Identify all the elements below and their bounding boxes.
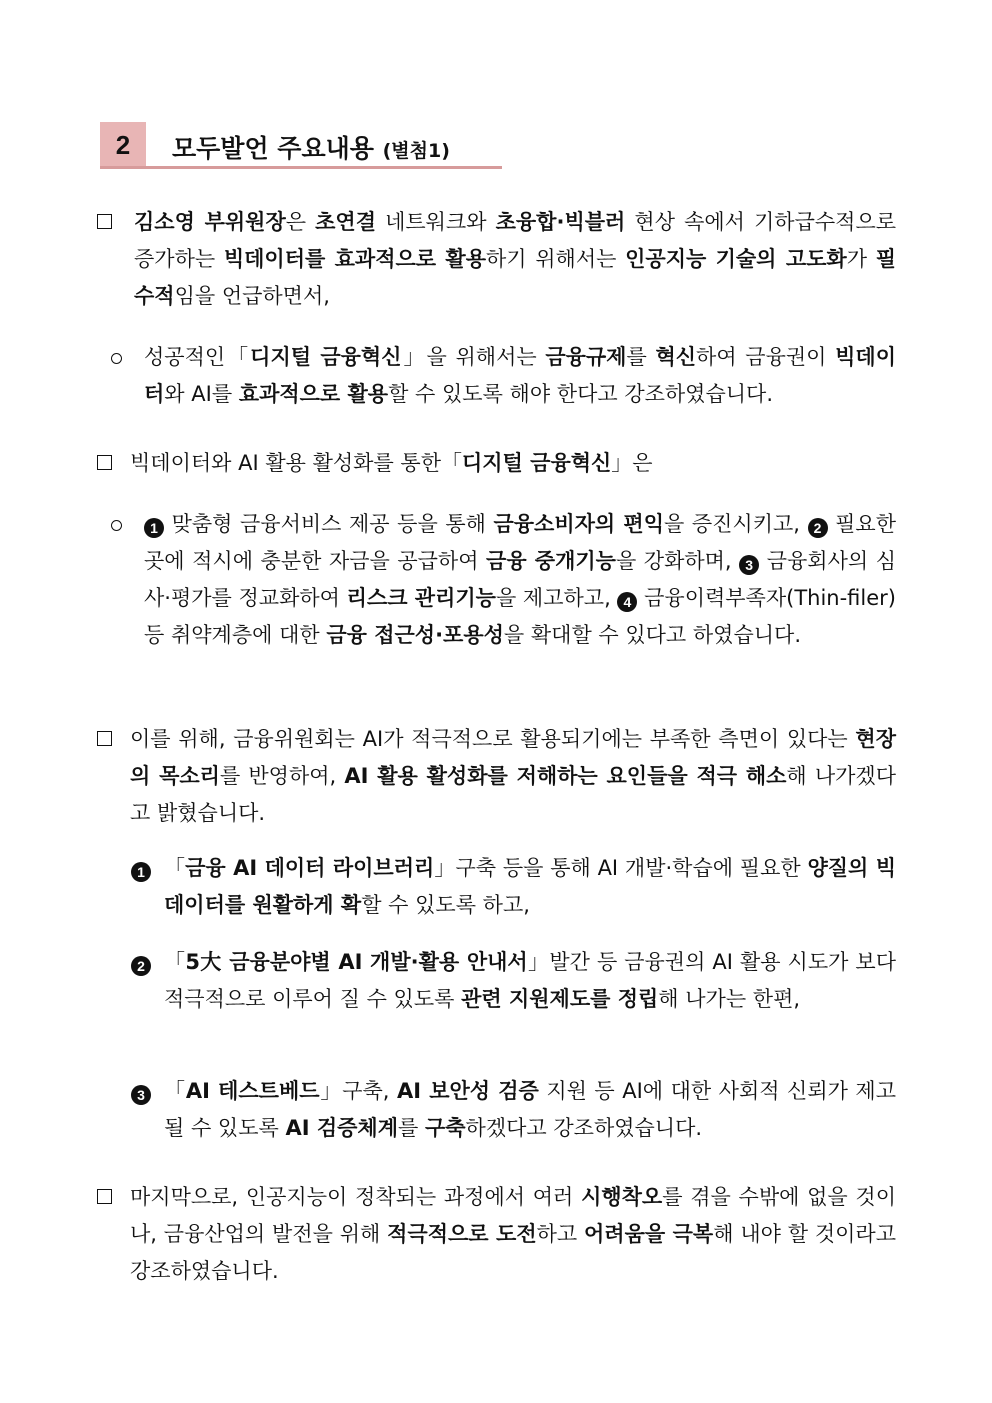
square-bullet-icon [97,721,112,758]
number-1-icon: 1 [131,850,151,887]
section-underline [100,166,502,169]
number-4-icon: 4 [617,592,637,612]
number-3-icon: 3 [739,555,759,575]
section-title-text: 모두발언 주요내용 [172,134,374,163]
section-title [172,129,450,165]
paragraph-2: 빅데이터와 AI 활용 활성화를 통한「디지털 금융혁신」은 [130,451,653,475]
paragraph-2-sub: 1 맞춤형 금융서비스 제공 등을 통해 금융소비자의 편익을 증진시키고, 2 필요한 곳에 적시에 충분한 자금을 공급하여 금융 중개기능을 강화하며, 3 금융회사의 심사·평가를 정교화하여 리스크 관리기능을 제고하고, 4 금융이력부족자(Thin-filer) 등 취약계층에 대한 금융 접근성·포용성을 확대할 수 있다고 하였습니다. [144,512,896,647]
action-item-1: 「금융 AI 데이터 라이브러리」구축 등을 통해 AI 개발·학습에 필요한 양질의 빅데이터를 원활하게 확할 수 있도록 하고, [164,856,896,917]
number-3-icon: 3 [131,1073,151,1110]
paragraph-3: 이를 위해, 금융위원회는 AI가 적극적으로 활용되기에는 부족한 측면이 있다는 현장의 목소리를 반영하여, AI 활용 활성화를 저해하는 요인들을 적극 해소해 나가겠다고 밝혔습니다. [130,727,896,825]
circle-bullet-icon [111,339,122,376]
paragraph-1-sub: 성공적인「디지털 금융혁신」을 위해서는 금융규제를 혁신하여 금융권이 빅데이터와 AI를 효과적으로 활용할 수 있도록 해야 한다고 강조하였습니다. [144,345,896,406]
action-item-3: 「AI 테스트베드」구축, AI 보안성 검증 지원 등 AI에 대한 사회적 신뢰가 제고될 수 있도록 AI 검증체계를 구축하겠다고 강조하였습니다. [164,1079,896,1140]
square-bullet-icon [97,204,112,241]
paragraph-4: 마지막으로, 인공지능이 정착되는 과정에서 여러 시행착오를 겪을 수밖에 없을 것이나, 금융산업의 발전을 위해 적극적으로 도전하고 어려움을 극복해 내야 할 것이라고 강조하였습니다. [130,1185,897,1283]
section-number: 2 [100,122,146,168]
number-1-icon: 1 [144,518,164,538]
action-item-2: 「5大 금융분야별 AI 개발·활용 안내서」발간 등 금융권의 AI 활용 시도가 보다 적극적으로 이루어 질 수 있도록 관련 지원제도를 정립해 나가는 한편, [164,950,896,1011]
circle-bullet-icon [111,506,122,543]
section-subtitle: (별첨1) [382,140,450,162]
paragraph-1: 김소영 부위원장은 초연결 네트워크와 초융합·빅블러 현상 속에서 기하급수적으로 증가하는 빅데이터를 효과적으로 활용하기 위해서는 인공지능 기술의 고도화가 필수적임을 언급하면서, [134,210,897,308]
number-2-icon: 2 [131,944,151,981]
number-2-icon: 2 [808,518,828,538]
square-bullet-icon [97,1179,112,1216]
square-bullet-icon [97,445,112,482]
